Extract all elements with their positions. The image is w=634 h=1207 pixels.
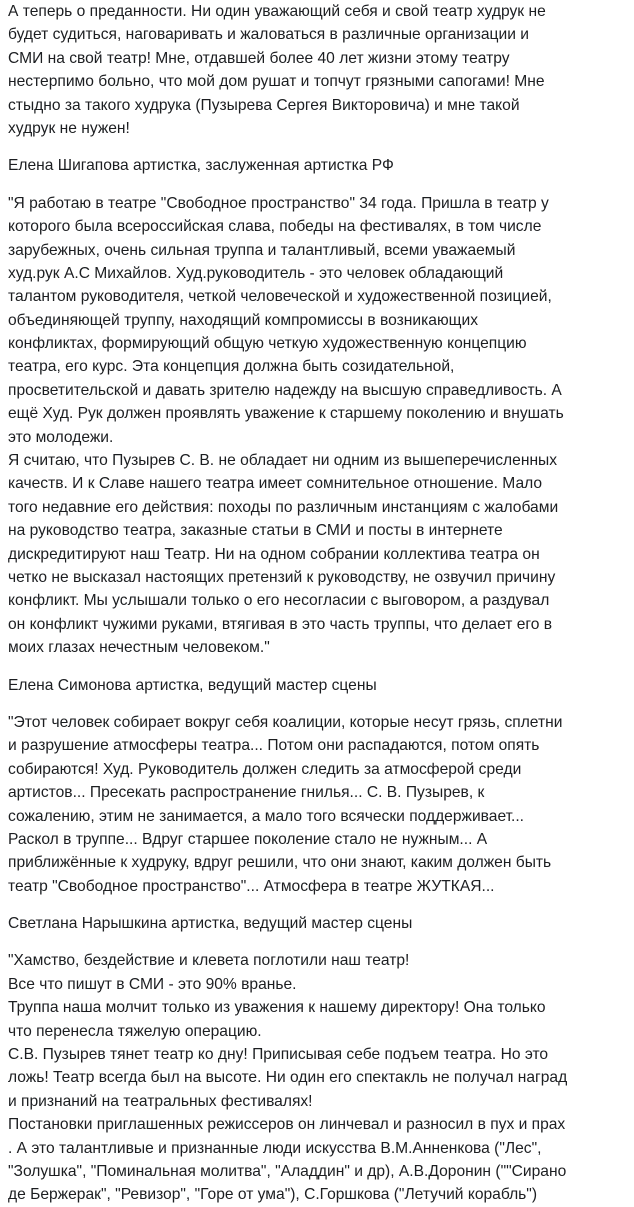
text-line: и разрушение атмосферы театра... Потом они распадаются, потом опять (8, 737, 540, 755)
text-line: собираются! Худ. Руководитель должен следить за атмосферой среди (8, 760, 522, 778)
intro-paragraph (8, 0, 624, 140)
text-line: "Хамство, бездействие и клевета поглотили наш театр! (8, 952, 410, 970)
text-line: Раскол в труппе... Вдруг старшее поколение стало не нужным... А (8, 830, 488, 848)
statement-quote (8, 711, 624, 898)
text-line: он конфликт чужими руками, втягивая в это часть труппы, что делает его в (8, 615, 553, 633)
text-line: ещё Худ. Рук должен проявлять уважение к старшему поколению и внушать (8, 405, 564, 423)
text-line: "Я работаю в театре "Свободное пространство" 34 года. Пришла в театр у (8, 194, 549, 212)
text-line: на руководство театра, заказные статьи в СМИ и посты в интернете (8, 522, 503, 540)
text-line: театра, его курс. Эта концепция должна быть созидательной, (8, 358, 455, 376)
text-line: СМИ на свой театр! Мне, отдавшей более 40 лет жизни этому театру (8, 49, 510, 67)
text-line: ложь! Театр всегда был на высоте. Ни один его спектакль не получал наград (8, 1069, 568, 1087)
text-line: Труппа наша молчит только из уважения к нашему директору! Она только (8, 999, 546, 1017)
text-line: будет судиться, наговаривать и жаловаться в различные организации и (8, 26, 529, 44)
text-line: стыдно за такого худрука (Пузырева Сергея Викторовича) и мне такой (8, 96, 520, 114)
text-line: . А это талантливые и признанные люди искусства В.М.Анненкова ("Лес", (8, 1139, 542, 1157)
text-line: сожалению, этим не занимается, а мало того всячески поддерживает... (8, 807, 525, 825)
text-line: худрук не нужен! (8, 119, 130, 137)
text-line: качеств. И к Славе нашего театра имеет сомнительное отношение. Мало (8, 475, 543, 493)
text-line: С.В. Пузырев тянет театр ко дну! Приписывая себе подъем театра. Но это (8, 1046, 549, 1064)
text-line: талантом руководителя, четкой человеческой и художественной позицией, (8, 288, 552, 306)
text-line: четко не высказал настоящих претензий к руководству, не озвучил причину (8, 568, 556, 586)
text-line: театр "Свободное пространство"... Атмосфера в театре ЖУТКАЯ... (8, 877, 495, 895)
text-line: Постановки приглашенных режиссеров он линчевал и разносил в пух и прах (8, 1116, 566, 1134)
text-line: которого была всероссийская слава, победы на фестивалях, в том числе (8, 218, 542, 236)
text-line: Все что пишут в СМИ - это 90% вранье. (8, 975, 297, 993)
statement-author: Елена Шигапова артистка, заслуженная артистка РФ (8, 157, 394, 175)
statement-quote (8, 949, 624, 1206)
text-line: нестерпимо больно, что мой дом рушат и топчут грязными сапогами! Мне (8, 73, 545, 91)
text-line: конфликт. Мы услышали только о его несогласии с выговором, а раздувал (8, 592, 550, 610)
text-line: просветительской и давать зрителю надежду на высшую справедливость. А (8, 381, 562, 399)
text-line: конфликтах, формирующий общую четкую художественную концепцию (8, 335, 527, 353)
text-line: "Этот человек собирает вокруг себя коалиции, которые несут грязь, сплетни (8, 713, 563, 731)
text-line: худ.рук А.С Михайлов. Худ.руководитель - это человек обладающий (8, 264, 504, 282)
text-line: "Золушка", "Поминальная молитва", "Аладдин" и др), А.В.Доронин (""Сирано (8, 1162, 567, 1180)
text-line: артистов... Пресекать распространение гнилья... С. В. Пузырев, к (8, 784, 485, 802)
statement-quote (8, 192, 624, 660)
text-line: того недавние его действия: походы по различным инстанциям с жалобами (8, 498, 559, 516)
text-line: Я считаю, что Пузырев С. В. не обладает ни одним из вышеперечисленных (8, 452, 558, 470)
text-line: что перенесла тяжелую операцию. (8, 1022, 262, 1040)
text-line: объединяющей труппу, находящий компромиссы в возникающих (8, 311, 478, 329)
text-line: это молодежи. (8, 428, 114, 446)
text-line: дискредитируют наш Театр. Ни на одном собрании коллектива театра он (8, 545, 540, 563)
text-line: моих глазах нечестным человеком." (8, 639, 270, 657)
text-line: де Бержерак", "Ревизор", "Горе от ума"), С.Горшкова ("Летучий корабль") (8, 1186, 538, 1204)
text-line: и признаний на театральных фестивалях! (8, 1092, 313, 1110)
text-line: зарубежных, очень сильная труппа и талантливый, всеми уважаемый (8, 241, 516, 259)
statement-author: Елена Симонова артистка, ведущий мастер сцены (8, 676, 377, 694)
statement-author: Светлана Нарышкина артистка, ведущий мастер сцены (8, 915, 413, 933)
text-line: приближённые к худруку, вдруг решили, что они знают, каким должен быть (8, 854, 552, 872)
text-line: А теперь о преданности. Ни один уважающий себя и свой театр худрук не (8, 3, 546, 20)
